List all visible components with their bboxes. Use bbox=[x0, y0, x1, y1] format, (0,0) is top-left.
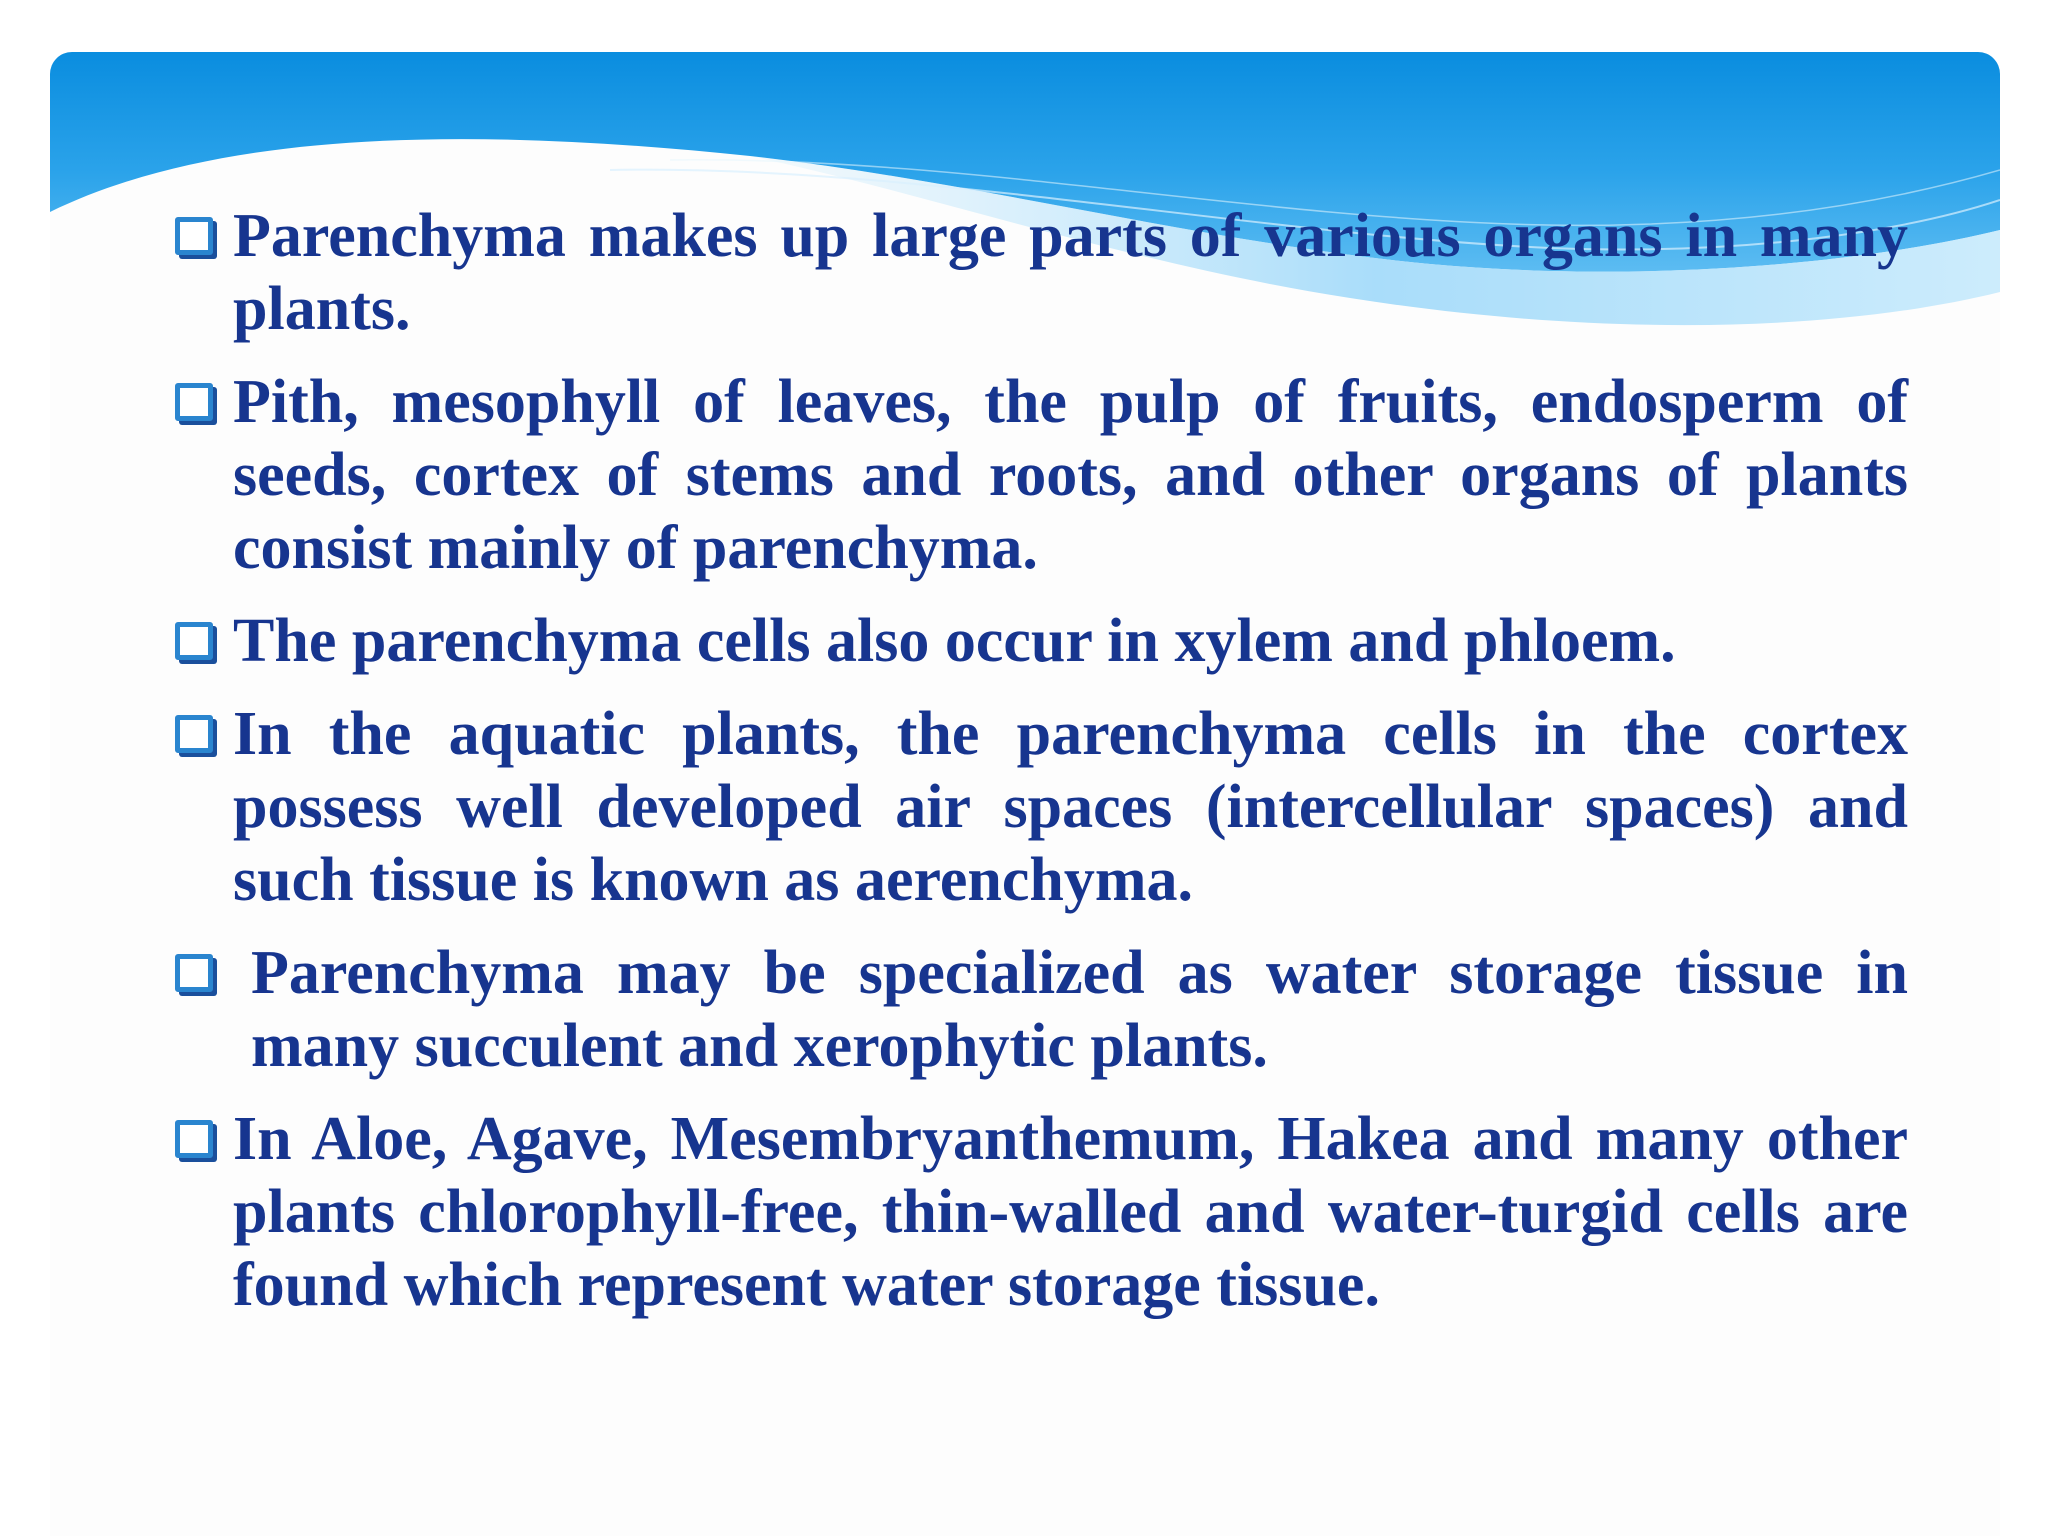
bullet-item bbox=[175, 937, 1908, 1083]
bullet-item bbox=[175, 605, 1908, 678]
checkbox-square-icon bbox=[175, 954, 213, 992]
bullet-text: Parenchyma may be specialized as water storage tissue in many succulent and xerophytic plants. bbox=[251, 939, 1908, 1080]
bullet-item bbox=[175, 1103, 1908, 1322]
bullet-text: In Aloe, Agave, Mesembryanthemum, Hakea and many other plants chlorophyll-free, thin-walled and water-turgid cells are found which represent water storage tissue. bbox=[233, 1105, 1908, 1319]
bullet-list bbox=[175, 200, 1908, 1342]
bullet-text: In the aquatic plants, the parenchyma cells in the cortex possess well developed air spaces (intercellular spaces) and such tissue is known as aerenchyma. bbox=[233, 700, 1908, 914]
checkbox-square-icon bbox=[175, 715, 213, 753]
slide-panel bbox=[50, 52, 2000, 1536]
checkbox-square-icon bbox=[175, 217, 213, 255]
bullet-item bbox=[175, 366, 1908, 585]
bullet-item bbox=[175, 698, 1908, 917]
bullet-text: Parenchyma makes up large parts of various organs in many plants. bbox=[233, 202, 1908, 343]
checkbox-square-icon bbox=[175, 1120, 213, 1158]
bullet-item bbox=[175, 200, 1908, 346]
bullet-text: Pith, mesophyll of leaves, the pulp of fruits, endosperm of seeds, cortex of stems and roots, and other organs of plants consist mainly of parenchyma. bbox=[233, 368, 1908, 582]
bullet-text: The parenchyma cells also occur in xylem and phloem. bbox=[233, 607, 1676, 675]
checkbox-square-icon bbox=[175, 622, 213, 660]
checkbox-square-icon bbox=[175, 383, 213, 421]
